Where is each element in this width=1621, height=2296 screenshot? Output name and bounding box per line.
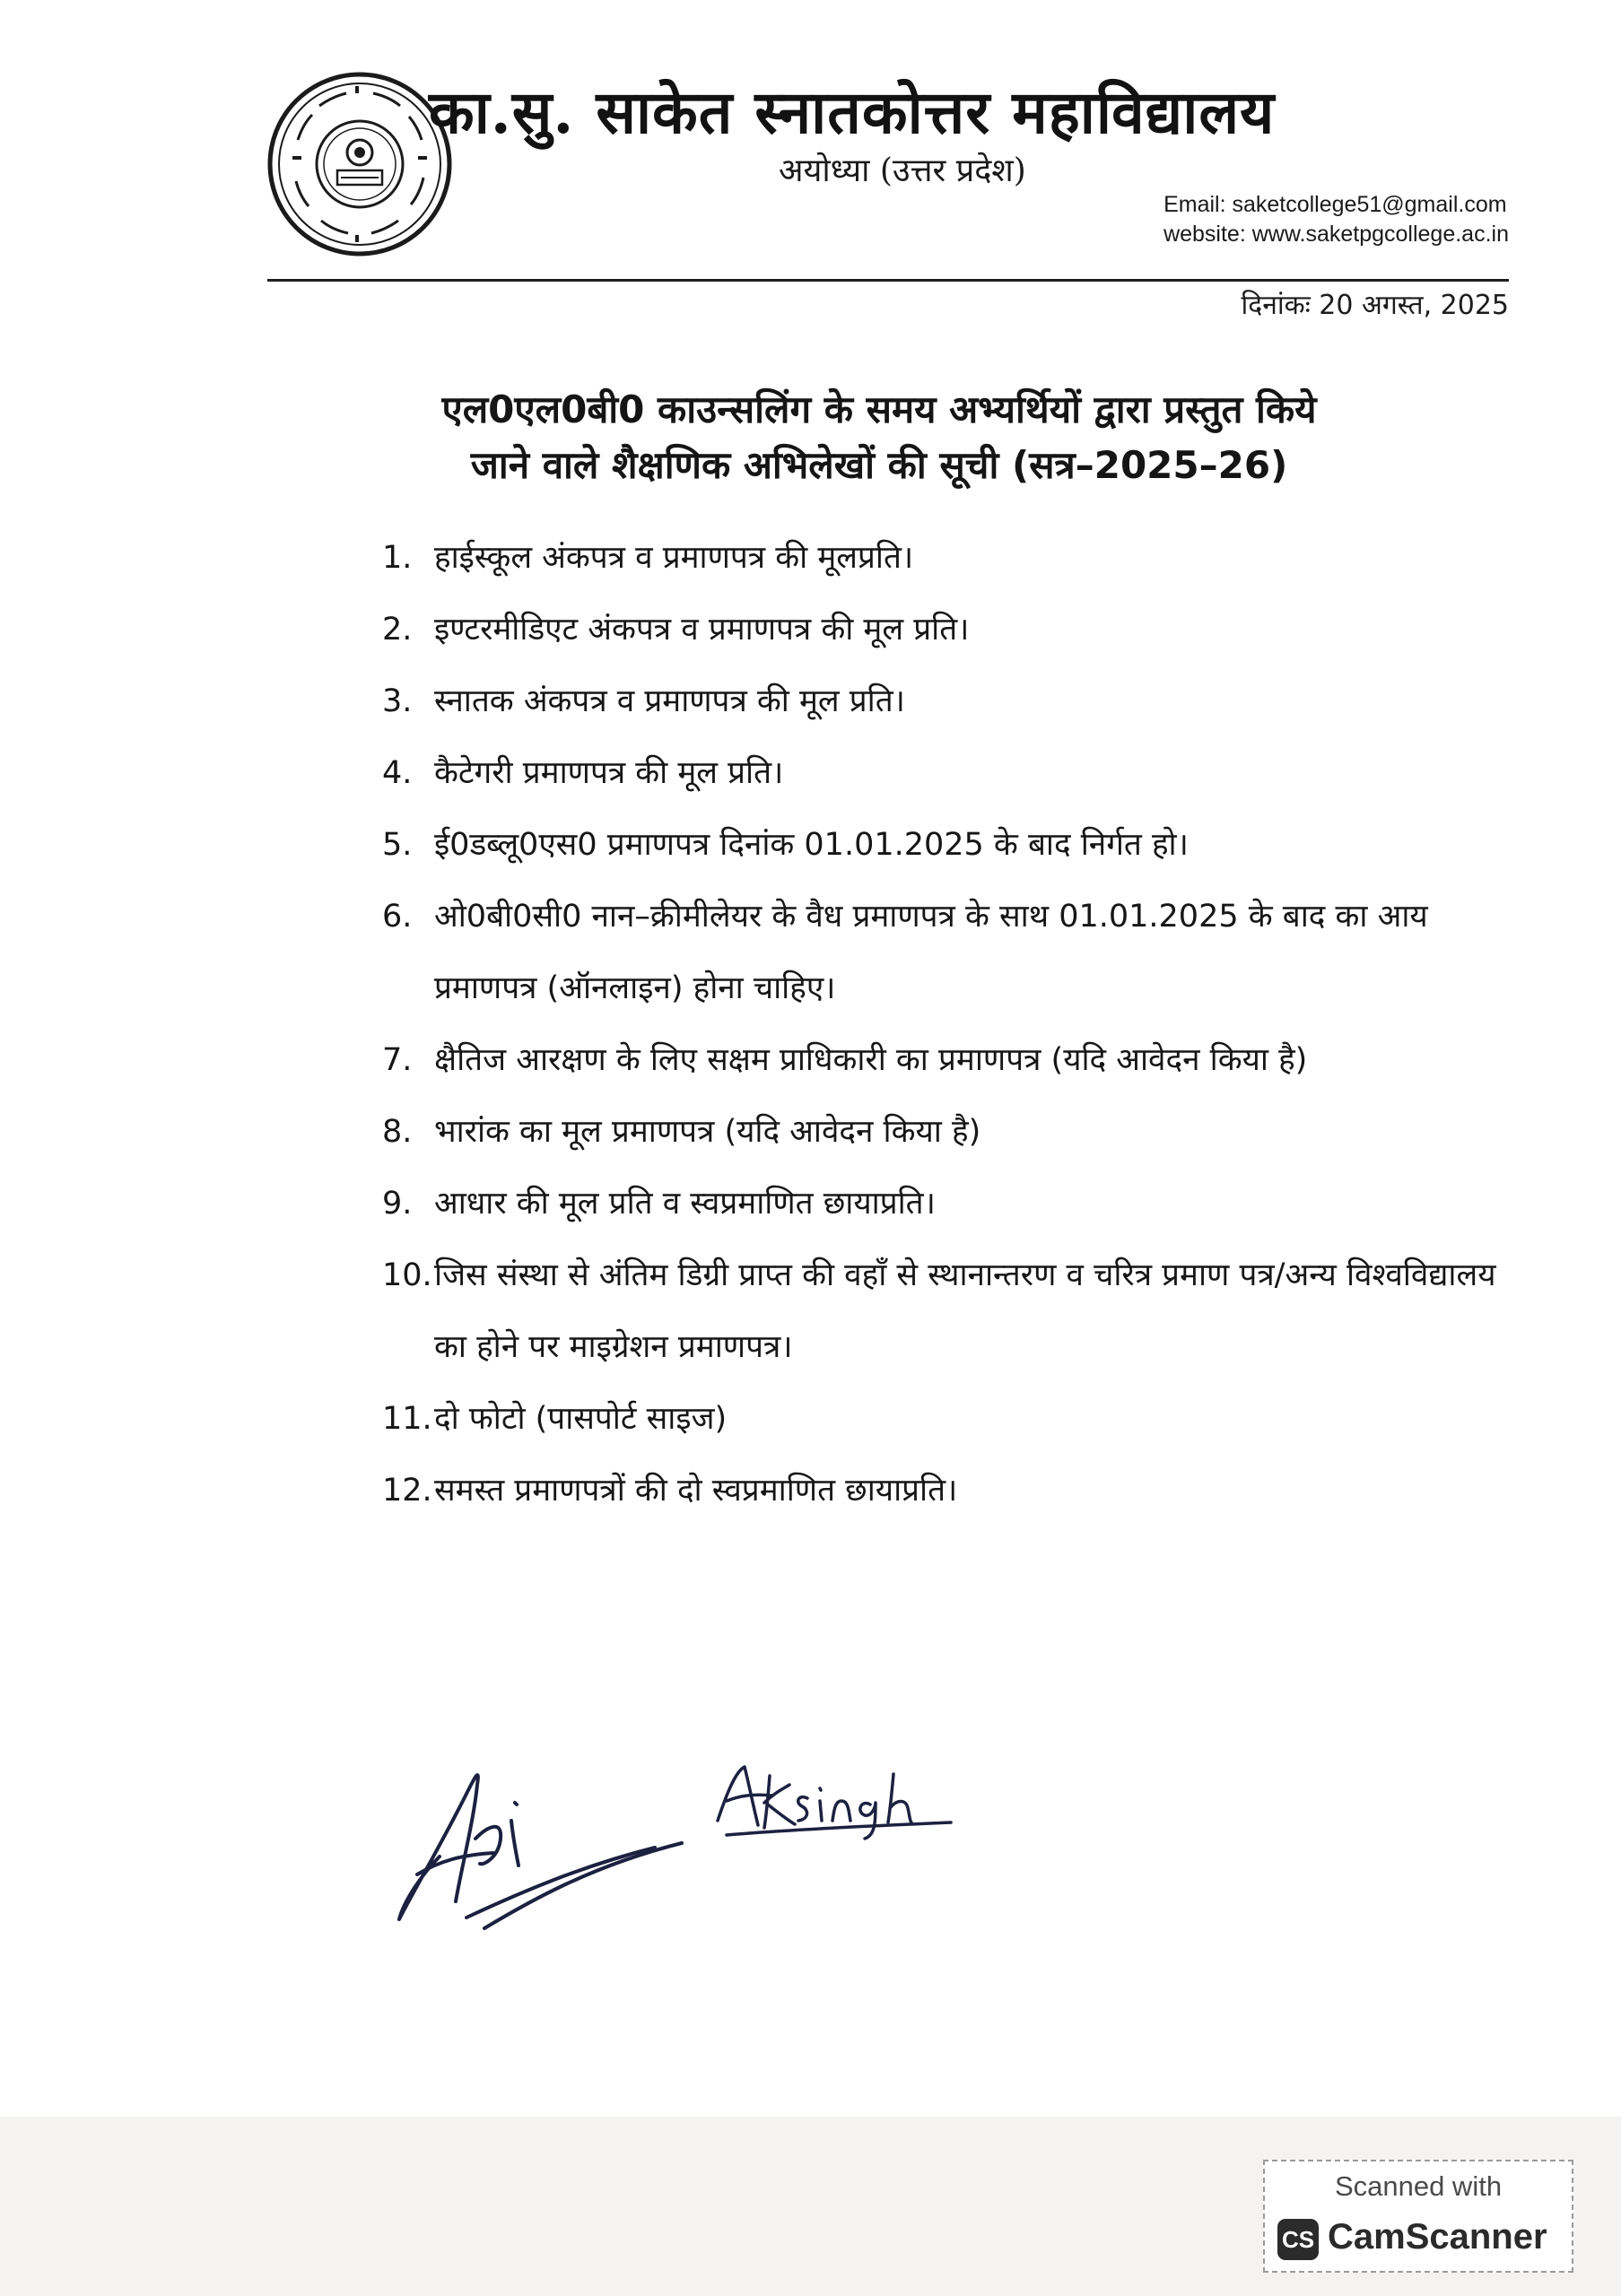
signature-icon	[386, 1740, 691, 1937]
documents-list	[382, 522, 1514, 1526]
list-item-number: 10.	[382, 1257, 432, 1293]
list-item	[382, 881, 1514, 1024]
list-item-number: 1.	[382, 540, 413, 576]
list-item	[382, 809, 1514, 881]
list-item	[382, 594, 1514, 665]
title-line-1: एल0एल0बी0 काउन्सलिंग के समय अभ्यर्थियों द्वारा प्रस्तुत किये	[441, 387, 1317, 431]
list-item-text: दो फोटो (पासपोर्ट साइज)	[434, 1401, 728, 1437]
document-title	[296, 382, 1462, 493]
title-line-2: जाने वाले शैक्षणिक अभिलेखों की सूची (सत्र–2025–26)	[470, 443, 1288, 487]
list-item	[382, 737, 1514, 809]
list-item	[382, 1024, 1514, 1096]
document-date: दिनांकः 20 अगस्त, 2025	[1241, 290, 1509, 321]
list-item-number: 9.	[382, 1186, 413, 1222]
contact-block	[1163, 190, 1509, 249]
list-item	[382, 665, 1514, 737]
list-item	[382, 1383, 1514, 1455]
list-item-number: 4.	[382, 755, 413, 791]
camscanner-brand: CamScanner	[1328, 2217, 1547, 2257]
list-item	[382, 1168, 1514, 1239]
college-name: का.सु. साकेत स्नातकोत्तर महाविद्यालय	[429, 77, 1276, 147]
list-item-text: स्नातक अंकपत्र व प्रमाणपत्र की मूल प्रति।	[434, 683, 905, 719]
list-item-number: 3.	[382, 683, 413, 719]
email-text: Email: saketcollege51@gmail.com	[1163, 192, 1507, 217]
list-item-number: 6.	[382, 899, 413, 935]
camscanner-logo-icon: CS	[1277, 2219, 1319, 2260]
scanned-with-text: Scanned with	[1334, 2170, 1503, 2202]
list-item	[382, 522, 1514, 594]
list-item-text: ई0डब्लू0एस0 प्रमाणपत्र दिनांक 01.01.2025 के बाद निर्गत हो।	[434, 827, 1189, 863]
list-item-number: 12.	[382, 1473, 432, 1509]
camscanner-watermark	[1263, 2160, 1573, 2273]
list-item-text: इण्टरमीडिएट अंकपत्र व प्रमाणपत्र की मूल प्रति।	[434, 612, 970, 648]
list-item-text: ओ0बी0सी0 नान–क्रीमीलेयर के वैध प्रमाणपत्र के साथ 01.01.2025 के बाद का आय प्रमाणपत्र (ऑनलाइन) होना चाहिए।	[434, 899, 1428, 1006]
list-item-text: आधार की मूल प्रति व स्वप्रमाणित छायाप्रति।	[434, 1186, 936, 1222]
list-item-number: 5.	[382, 827, 413, 863]
list-item	[382, 1096, 1514, 1168]
signature-icon	[709, 1749, 960, 1848]
list-item-text: हाईस्कूल अंकपत्र व प्रमाणपत्र की मूलप्रति।	[434, 540, 914, 576]
website-text: website: www.saketpgcollege.ac.in	[1163, 222, 1509, 247]
list-item-number: 2.	[382, 612, 413, 648]
list-item	[382, 1455, 1514, 1526]
list-item-text: जिस संस्था से अंतिम डिग्री प्राप्त की वहाँ से स्थानान्तरण व चरित्र प्रमाण पत्र/अन्य विश्वविद्यालय का होने पर माइग्रेशन प्रमाणपत्र।	[434, 1257, 1496, 1365]
list-item-number: 8.	[382, 1114, 413, 1150]
list-item-text: क्षैतिज आरक्षण के लिए सक्षम प्राधिकारी का प्रमाणपत्र (यदि आवेदन किया है)	[434, 1042, 1308, 1078]
list-item-number: 7.	[382, 1042, 413, 1078]
list-item-text: भारांक का मूल प्रमाणपत्र (यदि आवेदन किया है)	[434, 1114, 981, 1150]
list-item-text: समस्त प्रमाणपत्रों की दो स्वप्रमाणित छायाप्रति।	[434, 1473, 958, 1509]
list-item	[382, 1239, 1514, 1383]
college-seal-icon	[266, 70, 454, 258]
list-item-number: 11.	[382, 1401, 432, 1437]
college-location: अयोध्या (उत्तर प्रदेश)	[779, 152, 1026, 189]
header-divider	[267, 279, 1509, 282]
list-item-text: कैटेगरी प्रमाणपत्र की मूल प्रति।	[434, 755, 784, 791]
